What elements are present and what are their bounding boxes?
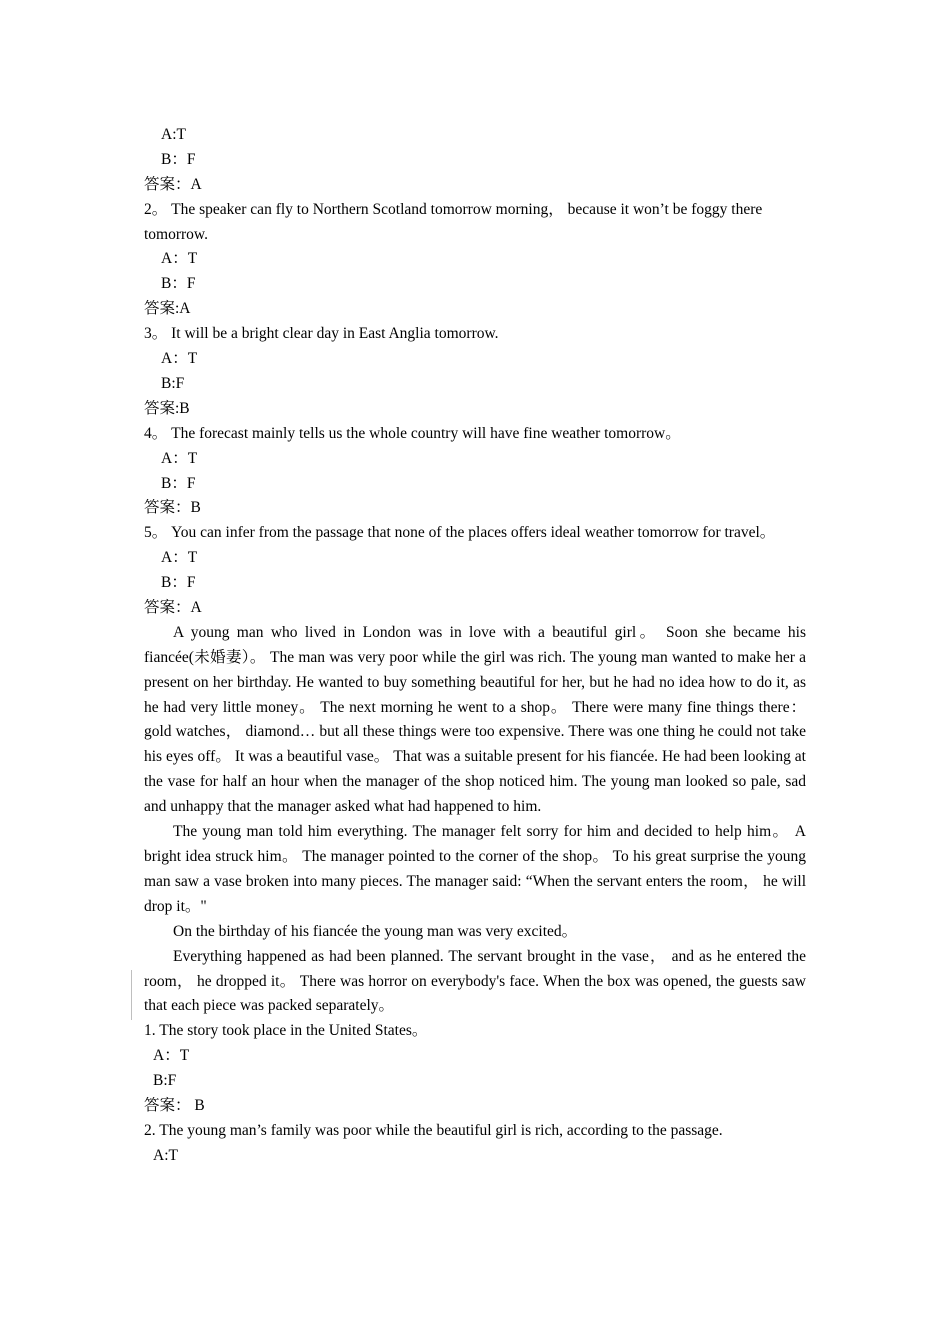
option-line: A：T: [161, 250, 198, 268]
document-page: [144, 123, 806, 1169]
question-text: 2. The young man’s family was poor while the beautiful girl is rich, according to the passage.: [144, 1121, 723, 1139]
option-line: B：F: [161, 275, 196, 293]
option-line: B:F: [161, 374, 185, 392]
question-text: 2。 The speaker can fly to Northern Scotland tomorrow morning， because it won’t be foggy there tomorrow.: [144, 200, 763, 243]
question-list-story: [144, 1019, 806, 1168]
passage-paragraph: Everything happened as had been planned. The servant brought in the vase， and as he entered the room， he dropped it。 There was horror on everybody's face. When the box was opened, the guests saw that each piece was packed separately。: [144, 947, 806, 1015]
option-line: A:T: [153, 1146, 178, 1164]
option-line: B：F: [161, 150, 196, 168]
answer-line: 答案： B: [144, 1097, 205, 1115]
question-list-weather: [144, 123, 806, 621]
reading-passage: [144, 621, 806, 1020]
question-text: 4。 The forecast mainly tells us the whole country will have fine weather tomorrow。: [144, 424, 681, 442]
passage-paragraph: A young man who lived in London was in love with a beautiful girl。 Soon she became his fiancée(未婚妻）。 The man was very poor while the girl was rich. The young man wanted to make her a present on her birthday. He wanted to buy something beautiful for her, but he had no idea how to do it, as he had very little money。 The next morning he went to a shop。 There were many fine things there： gold watches， diamond… but all these things were too expensive. There was one thing he could not take his eyes off。 It was a beautiful vase。 That was a suitable present for his fiancée. He had been looking at the vase for half an hour when the manager of the shop noticed him. The young man looked so pale, sad and unhappy that the manager asked what had happened to him.: [144, 623, 806, 816]
passage-paragraph: On the birthday of his fiancée the young man was very excited。: [173, 922, 578, 940]
option-line: A：T: [153, 1047, 190, 1065]
option-line: A：T: [161, 549, 198, 567]
answer-line: 答案：A: [144, 598, 202, 616]
option-line: B：F: [161, 474, 196, 492]
option-line: A:T: [161, 126, 186, 143]
question-text: 3。 It will be a bright clear day in East Anglia tomorrow.: [144, 325, 499, 343]
answer-line: 答案:B: [144, 399, 190, 417]
answer-line: 答案:A: [144, 300, 191, 318]
option-line: A：T: [161, 350, 198, 368]
edit-margin-marker: [131, 970, 132, 1020]
option-line: B：F: [161, 574, 196, 592]
question-text: 5。 You can infer from the passage that none of the places offers ideal weather tomorrow for travel。: [144, 524, 776, 542]
answer-line: 答案：B: [144, 499, 201, 517]
option-line: B:F: [153, 1072, 177, 1090]
passage-paragraph: The young man told him everything. The manager felt sorry for him and decided to help him。 A bright idea struck him。 The manager pointed to the corner of the shop。 To his great surprise the young man saw a vase broken into many pieces. The manager said: “When the servant enters the room， he will drop it。": [144, 823, 806, 915]
option-line: A：T: [161, 449, 198, 467]
answer-line: 答案：A: [144, 175, 202, 193]
question-text: 1. The story took place in the United States。: [144, 1022, 428, 1040]
